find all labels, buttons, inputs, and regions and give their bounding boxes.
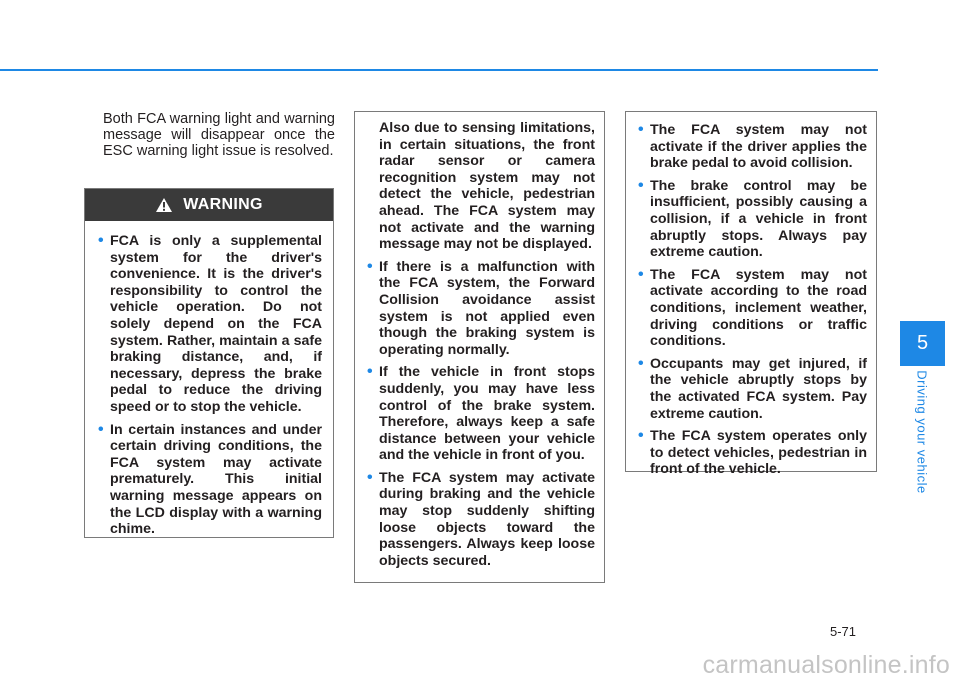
list-item: • If there is a malfunction with the FCA system, the Forward Collision avoidance assist system is not applied even though the braking system is operating normally. (360, 259, 595, 359)
warning-box-continued (354, 111, 605, 583)
warning-list (85, 221, 333, 538)
chapter-tab: 5 (900, 321, 945, 366)
list-item: • The brake control may be insufficient, possibly causing a collision, if a vehicle in front abruptly stops. Always pay extreme caution. (631, 178, 867, 261)
continuation-paragraph: Also due to sensing limitations, in certain situations, the front radar sensor or camera recognition system may not detect the vehicle, pedestrian ahead. The FCA system may not activate and the warning message may not be displayed. (379, 120, 595, 253)
list-item: • If the vehicle in front stops suddenly, you may have less control of the brake system. Therefore, always keep a safe distance between your vehicle and the vehicle in front of you. (360, 364, 595, 464)
list-item: • The FCA system may activate during braking and the vehicle may stop suddenly shifting loose objects toward the passengers. Always keep loose objects secured. (360, 470, 595, 570)
chapter-label: Driving your vehicle (914, 370, 930, 494)
warning-header (85, 189, 333, 221)
list-item: • In certain instances and under certain driving conditions, the FCA system may activate prematurely. This initial warning message appears on the LCD display with a warning chime. (91, 422, 322, 538)
list-item: • The FCA system may not activate according to the road conditions, inclement weather, driving conditions or traffic conditions. (631, 267, 867, 350)
intro-paragraph: Both FCA warning light and warning message will disappear once the ESC warning light issue is resolved. (103, 111, 335, 160)
warning-box (84, 188, 334, 538)
list-item: • The FCA system may not activate if the driver applies the brake pedal to avoid collision. (631, 122, 867, 172)
header-rule (0, 69, 878, 71)
warning-title: WARNING (183, 196, 263, 213)
list-item: • The FCA system operates only to detect vehicles, pedestrian in front of the vehicle. (631, 428, 867, 478)
warning-list (355, 259, 604, 570)
watermark: carmanualsonline.info (702, 651, 950, 679)
list-item: • Occupants may get injured, if the vehicle abruptly stops by the activated FCA system. Pay extreme caution. (631, 356, 867, 422)
warning-list (626, 112, 876, 478)
list-item: • FCA is only a supplemental system for the driver's convenience. It is the driver's responsibility to control the vehicle operation. Do not solely depend on the FCA system. Rather, maintain a safe braking distance, and, if necessary, depress the brake pedal to reduce the driving speed or to stop the vehicle. (91, 233, 322, 416)
warning-box-continued (625, 111, 877, 478)
page-number: 5-71 (830, 624, 857, 639)
warning-triangle-icon (155, 197, 173, 213)
